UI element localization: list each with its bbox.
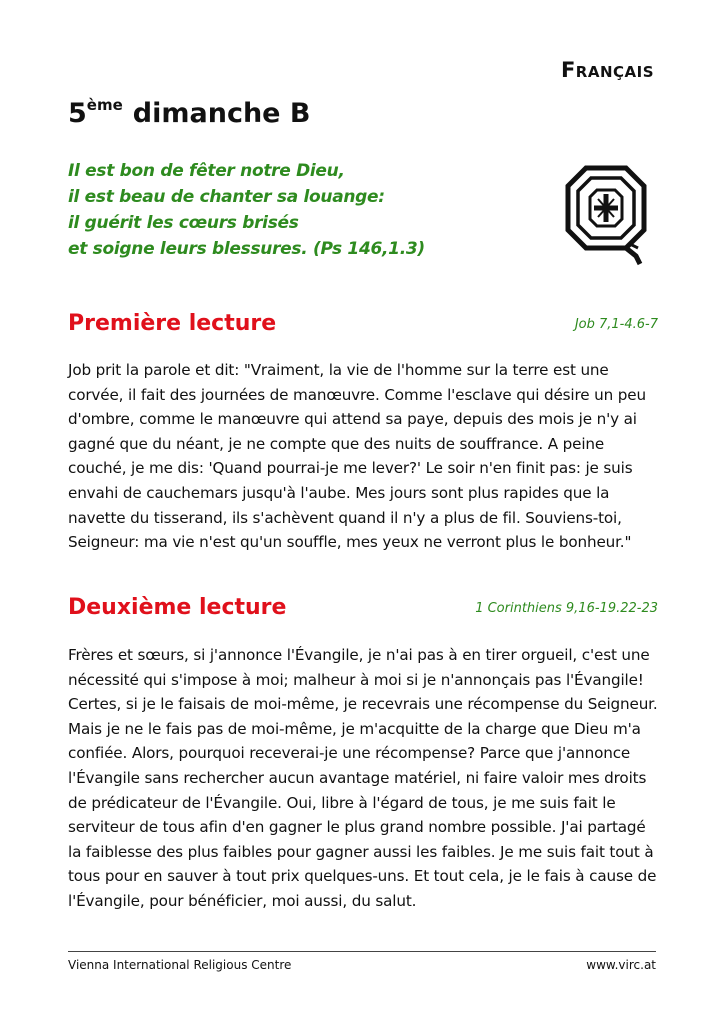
- title-rest: dimanche B: [132, 98, 311, 129]
- first-reading-heading: Première lecture: [68, 311, 277, 336]
- first-reading-header: [68, 311, 658, 341]
- title-ordinal-suffix: ème: [86, 96, 123, 114]
- entrance-antiphon: [68, 158, 488, 262]
- first-reading-text: Job prit la parole et dit: "Vraiment, la vie de l'homme sur la terre est une corvée, il fait des journées de manœuvre. Comme l'esclave qui désire un peu d'ombre, comme le manœuvre qui attend sa paye, depuis des mois je n'y ai gagné que du néant, je ne compte que des nuits de souffrance. A peine couché, je me dis: 'Quand pourrai-je me lever?' Le soir n'en finit pas: je suis envahi de cauchemars jusqu'à l'aube. Mes jours sont plus rapides que la navette du tisserand, ils s'achèvent quand il n'y a plus de fil. Souviens-toi, Seigneur: ma vie n'est qu'un souffle, mes yeux ne verront plus le bonheur.": [68, 361, 646, 552]
- second-reading-heading: Deuxième lecture: [68, 595, 287, 620]
- second-reading-header: [68, 595, 658, 625]
- footer-divider: [68, 951, 656, 952]
- footer-organization: Vienna International Religious Centre: [68, 958, 292, 972]
- second-reading-text: Frères et sœurs, si j'annonce l'Évangile, je n'ai pas à en tirer orgueil, c'est une nécessité qui s'impose à moi; malheur à moi si je n'annonçais pas l'Évangile! Certes, si je le faisais de moi-même, je recevrais une récompense du Seigneur. Mais je ne le fais pas de moi-même, je m'acquitte de la charge que Dieu m'a confiée. Alors, pourquoi receverai-je une récompense? Parce que j'annonce l'Évangile sans rechercher aucun avantage matériel, ni faire valoir mes droits de prédicateur de l'Évangile. Oui, libre à l'égard de tous, je me suis fait le serviteur de tous afin d'en gagner le plus grand nombre possible. J'ai partagé la faiblesse des plus faibles pour gagner aussi les faibles. Je me suis fait tout à tous pour en sauver à tout prix quelques-uns. Et tout cela, je le fais à cause de l'Évangile, pour bénéficier, moi aussi, du salut.: [68, 646, 658, 910]
- footer-website-link[interactable]: www.virc.at: [586, 958, 656, 972]
- second-reading-reference: 1 Corinthiens 9,16-19.22-23: [475, 601, 658, 616]
- virc-logo-icon: [564, 164, 648, 268]
- title-number: 5: [68, 98, 87, 129]
- antiphon-line: et soigne leurs blessures. (Ps 146,1.3): [68, 239, 425, 259]
- antiphon-line: il guérit les cœurs brisés: [68, 213, 299, 233]
- language-label: Français: [560, 58, 654, 82]
- page-title: [68, 96, 310, 129]
- first-reading-reference: Job 7,1-4.6-7: [574, 317, 658, 332]
- antiphon-line: Il est bon de fêter notre Dieu,: [68, 161, 345, 181]
- antiphon-line: il est beau de chanter sa louange:: [68, 187, 385, 207]
